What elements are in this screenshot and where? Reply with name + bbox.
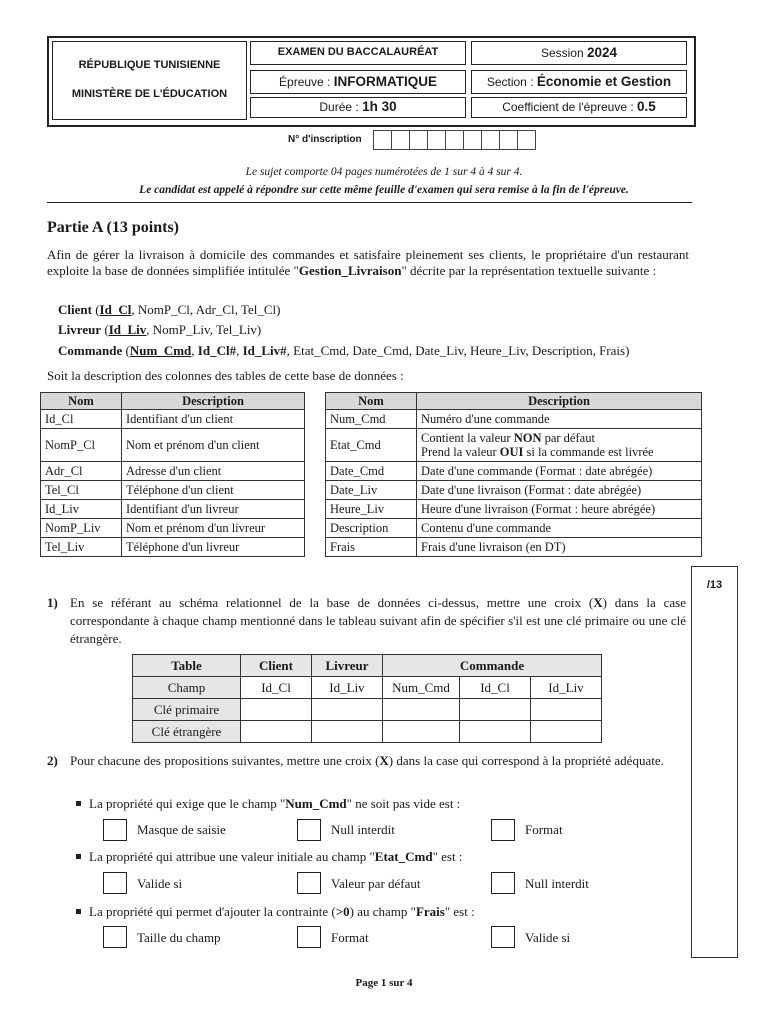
part-a-title: Partie A (13 points) (47, 219, 179, 236)
answer-cell[interactable] (460, 699, 531, 721)
inscription-digit[interactable] (517, 130, 536, 150)
answer-cell[interactable] (312, 699, 383, 721)
option-label: Format (525, 822, 563, 837)
part-a-intro (47, 247, 689, 279)
option-label: Valide si (525, 930, 571, 945)
table-cell-etat (417, 429, 702, 462)
schema-client-rest: , NomP_Cl, Adr_Cl, Tel_Cl) (131, 302, 281, 317)
checkbox-valide-si[interactable] (103, 872, 127, 894)
q1-x: X (593, 595, 603, 610)
republic-label: RÉPUBLIQUE TUNISIENNE (78, 59, 221, 71)
inscription-digit[interactable] (445, 130, 464, 150)
table-cell: Heure_Liv (326, 500, 417, 519)
etat-value-non: NON (513, 431, 542, 445)
inscription-digit[interactable] (427, 130, 446, 150)
inscription-digit[interactable] (373, 130, 392, 150)
etat-text: par défaut (541, 431, 595, 445)
q2-number: 2) (47, 753, 58, 768)
item-text: ) au champ " (349, 904, 416, 919)
keys-row-foreign: Clé étrangère (133, 721, 241, 743)
inscription-digit[interactable] (481, 130, 500, 150)
option-label: Masque de saisie (137, 822, 226, 837)
option-label: Format (331, 930, 369, 945)
keys-row-champ: Champ (133, 677, 241, 699)
option-label: Taille du champ (137, 930, 221, 945)
table-cell: Adresse d'un client (122, 462, 305, 481)
table-cell: Nom et prénom d'un livreur (122, 519, 305, 538)
schema-client (58, 302, 280, 318)
q2-item-1 (76, 796, 460, 812)
epreuve-value: INFORMATIQUE (333, 74, 437, 89)
keys-field: Id_Liv (531, 677, 602, 699)
answer-cell[interactable] (312, 721, 383, 743)
col-header-nom: Nom (41, 393, 122, 410)
q2-item-3 (76, 904, 475, 920)
intro-text-end: " décrite par la représentation textuelle suivante : (401, 263, 657, 278)
answer-cell[interactable] (241, 699, 312, 721)
epreuve-box (250, 70, 466, 94)
keys-header-table: Table (133, 655, 241, 677)
col-header-description: Description (122, 393, 305, 410)
footer-text: Page (355, 977, 381, 989)
footer-page: 1 (380, 977, 387, 989)
schema-paren: ( (122, 343, 130, 358)
table-commande (325, 392, 702, 557)
q2-text-a: Pour chacune des propositions suivantes, mettre une croix ( (70, 753, 380, 768)
checkbox-null-interdit[interactable] (297, 819, 321, 841)
checkbox-valide-si[interactable] (491, 926, 515, 948)
checkbox-valeur-defaut[interactable] (297, 872, 321, 894)
keys-field: Id_Liv (312, 677, 383, 699)
table-cell: Id_Cl (41, 410, 122, 429)
intro-text-start: Afin de gérer la livraison à domicile des commandes et satisfaire pleinement ses clients, le propriétaire d'un restaurant exploite la base de données simplifiée intitulée " (47, 247, 689, 278)
bullet-icon (76, 909, 81, 914)
exam-title: EXAMEN DU BACCALAURÉAT (250, 41, 466, 65)
etat-text: si la commande est livrée (523, 445, 654, 459)
col-header-nom: Nom (326, 393, 417, 410)
answer-cell[interactable] (460, 721, 531, 743)
etat-value-oui: OUI (499, 445, 524, 459)
checkbox-null-interdit[interactable] (491, 872, 515, 894)
table-cell: Date d'une commande (Format : date abrégée) (417, 462, 702, 481)
option-label: Valide si (137, 876, 183, 891)
header-country-box (52, 41, 247, 120)
coef-value: 0.5 (637, 99, 656, 114)
q1-text-a: En se référant au schéma relationnel de la base de données ci-dessus, mettre une croix ( (70, 595, 594, 610)
schema-commande (58, 343, 629, 359)
answer-cell[interactable] (383, 699, 460, 721)
answer-cell[interactable] (383, 721, 460, 743)
schema-commande-key: Num_Cmd (129, 343, 192, 358)
section-value: Économie et Gestion (536, 74, 672, 89)
item-text: La propriété qui exige que le champ " (89, 796, 286, 811)
inscription-digit[interactable] (499, 130, 518, 150)
q2-x: X (379, 753, 389, 768)
schema-commande-rest: , Etat_Cmd, Date_Cmd, Date_Liv, Heure_Liv, Description, Frais) (286, 343, 630, 358)
q2-text (70, 752, 686, 770)
table-cell: Heure d'une livraison (Format : heure abrégée) (417, 500, 702, 519)
table-cell: Num_Cmd (326, 410, 417, 429)
option-label: Null interdit (525, 876, 589, 891)
item-text: " ne soit pas vide est : (346, 796, 461, 811)
coef-label: Coefficient de l'épreuve : (502, 100, 634, 114)
duree-label: Durée : (319, 100, 359, 114)
keys-header-client: Client (241, 655, 312, 677)
ministry-label: MINISTÈRE DE L'ÉDUCATION (71, 88, 228, 100)
duree-value: 1h 30 (362, 99, 397, 114)
score-column[interactable] (691, 566, 738, 958)
table-cell: Id_Liv (41, 500, 122, 519)
table-cell: NomP_Liv (41, 519, 122, 538)
table-cell: Téléphone d'un client (122, 481, 305, 500)
table-cell: Numéro d'une commande (417, 410, 702, 429)
schema-livreur-rest: , NomP_Liv, Tel_Liv) (146, 322, 262, 337)
session-label: Session (540, 46, 584, 60)
session-box (471, 41, 687, 65)
q2-text-b: ) dans la case qui correspond à la propriété adéquate. (388, 753, 664, 768)
table-cell: Contenu d'une commande (417, 519, 702, 538)
table-client-livreur (40, 392, 305, 557)
schema-paren: ( (91, 302, 100, 317)
schema-commande-name: Commande (58, 343, 123, 358)
item-field: Num_Cmd (285, 796, 347, 811)
etat-text: Prend la valeur (421, 445, 500, 459)
keys-field: Num_Cmd (383, 677, 460, 699)
keys-header-commande: Commande (383, 655, 602, 677)
answer-cell[interactable] (531, 721, 602, 743)
q1-text-b: ) dans la case correspondante à chaque champ mentionné dans le tableau suivant afin de spécifier s'il est une clé primaire ou une clé étrangère. (70, 595, 686, 646)
table-cell: Etat_Cmd (326, 429, 417, 462)
section-label: Section : (486, 75, 534, 89)
keys-field: Id_Cl (241, 677, 312, 699)
item-text: La propriété qui attribue une valeur initiale au champ " (89, 849, 375, 864)
score-label: /13 (706, 579, 723, 591)
item-text: " est : (444, 904, 475, 919)
inscription-digit[interactable] (391, 130, 410, 150)
checkbox-taille-champ[interactable] (103, 926, 127, 948)
keys-row-primary: Clé primaire (133, 699, 241, 721)
etat-text: Contient la valeur (421, 431, 514, 445)
schema-livreur (58, 322, 261, 338)
inscription-field[interactable] (373, 130, 535, 150)
q1-text (70, 594, 686, 648)
option-label: Valeur par défaut (331, 876, 421, 891)
table-cell: Adr_Cl (41, 462, 122, 481)
schema-livreur-name: Livreur (58, 322, 102, 337)
intro-instruction: Le candidat est appelé à répondre sur cette même feuille d'examen qui sera remise à la fin de l'épreuve. (139, 184, 629, 196)
q1-number: 1) (47, 595, 58, 610)
footer-text: sur 4 (386, 977, 413, 989)
page-number (0, 977, 768, 989)
item-field: Frais (415, 904, 445, 919)
inscription-digit[interactable] (409, 130, 428, 150)
checkbox-masque-saisie[interactable] (103, 819, 127, 841)
table-cell: Frais d'une livraison (en DT) (417, 538, 702, 557)
keys-field: Id_Cl (460, 677, 531, 699)
table-cell: Date_Cmd (326, 462, 417, 481)
schema-livreur-key: Id_Liv (108, 322, 147, 337)
columns-intro: Soit la description des colonnes des tables de cette base de données : (47, 368, 404, 383)
section-box (471, 70, 687, 94)
keys-header-livreur: Livreur (312, 655, 383, 677)
table-cell: Date d'une livraison (Format : date abrégée) (417, 481, 702, 500)
option-label: Null interdit (331, 822, 395, 837)
table-cell: Date_Liv (326, 481, 417, 500)
checkbox-format[interactable] (491, 819, 515, 841)
table-cell: Frais (326, 538, 417, 557)
schema-client-name: Client (58, 302, 92, 317)
schema-sep: , (236, 343, 243, 358)
coef-box (471, 97, 687, 118)
col-header-description: Description (417, 393, 702, 410)
keys-table (132, 654, 602, 743)
duree-box (250, 97, 466, 118)
table-cell: Tel_Cl (41, 481, 122, 500)
db-name: Gestion_Livraison (298, 263, 402, 278)
table-cell: NomP_Cl (41, 429, 122, 462)
item-field: >0 (335, 904, 350, 919)
schema-commande-fk1: Id_Cl# (197, 343, 237, 358)
schema-client-key: Id_Cl (99, 302, 132, 317)
answer-cell[interactable] (241, 721, 312, 743)
q2-item-2 (76, 849, 462, 865)
table-cell: Tel_Liv (41, 538, 122, 557)
table-cell: Identifiant d'un client (122, 410, 305, 429)
answer-cell[interactable] (531, 699, 602, 721)
epreuve-label: Épreuve : (279, 75, 331, 89)
session-value: 2024 (587, 45, 618, 60)
item-text: " est : (432, 849, 463, 864)
inscription-digit[interactable] (463, 130, 482, 150)
checkbox-format[interactable] (297, 926, 321, 948)
bullet-icon (76, 801, 81, 806)
table-cell: Description (326, 519, 417, 538)
schema-commande-fk2: Id_Liv# (242, 343, 287, 358)
inscription-label: N° d'inscription (288, 134, 362, 145)
intro-pages-note: Le sujet comporte 04 pages numérotées de 1 sur 4 à 4 sur 4. (245, 166, 523, 178)
schema-sep: , (191, 343, 198, 358)
table-cell: Identifiant d'un livreur (122, 500, 305, 519)
schema-paren: ( (101, 322, 109, 337)
item-text: La propriété qui permet d'ajouter la contrainte ( (89, 904, 336, 919)
divider (47, 202, 692, 203)
bullet-icon (76, 854, 81, 859)
table-cell: Nom et prénom d'un client (122, 429, 305, 462)
table-cell: Téléphone d'un livreur (122, 538, 305, 557)
item-field: Etat_Cmd (374, 849, 433, 864)
